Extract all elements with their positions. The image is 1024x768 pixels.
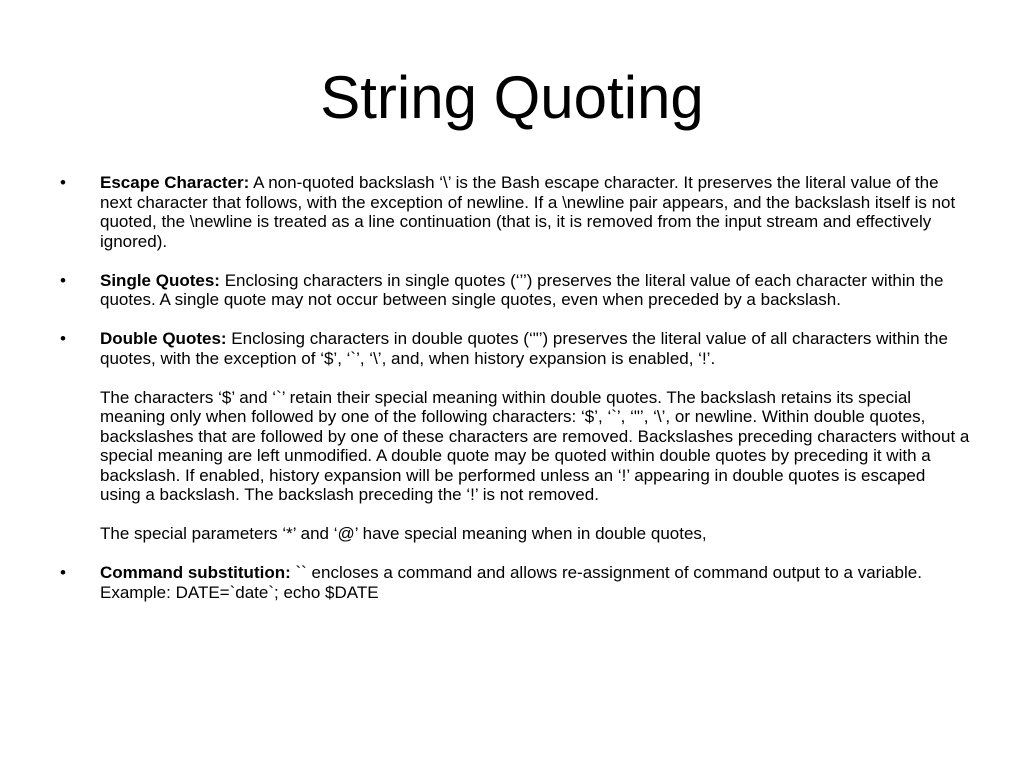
double-quotes-paragraph-special-params: The special parameters ‘*’ and ‘@’ have special meaning when in double quotes, bbox=[100, 524, 707, 543]
bullet-dot: • bbox=[60, 270, 66, 290]
bullet-single-quotes bbox=[60, 271, 970, 310]
bullet-text: A non-quoted backslash ‘\’ is the Bash escape character. It preserves the literal value of the next character that follows, with the exception of newline. If a \newline pair appears, and the backslash itself is not quoted, the \newline is treated as a line continuation (that is, it is removed from the input stream and effectively ignored). bbox=[100, 173, 956, 251]
bullet-label: Command substitution: bbox=[100, 563, 291, 582]
bullet-text: Enclosing characters in double quotes (‘"’) preserves the literal value of all characters within the quotes, with the exception of ‘$’, ‘`’, ‘\’, and, when history expansion is enabled, ‘!’. bbox=[100, 329, 948, 368]
bullet-dot: • bbox=[60, 329, 66, 348]
bullet-dot: • bbox=[60, 563, 66, 582]
bullet-label: Double Quotes: bbox=[100, 329, 227, 348]
bullet-command-substitution bbox=[60, 563, 970, 602]
bullet-label: Single Quotes: bbox=[100, 270, 220, 290]
bullet-escape-character bbox=[60, 173, 970, 251]
bullet-double-quotes bbox=[60, 329, 970, 368]
bullet-text: `` encloses a command and allows re-assignment of command output to a variable. Example: DATE=`date`; echo $DATE bbox=[100, 563, 922, 602]
bullet-dot: • bbox=[60, 173, 66, 192]
bullet-label: Escape Character: bbox=[100, 173, 250, 192]
slide-title: String Quoting bbox=[320, 64, 704, 131]
bullet-list bbox=[60, 173, 970, 602]
double-quotes-paragraph-special-chars: The characters ‘$’ and ‘`’ retain their special meaning within double quotes. The backslash retains its special meaning only when followed by one of the following characters: ‘$’, ‘`’, ‘"’, ‘\’, or newline. Within double quotes, backslashes that are followed by one of these characters are removed. Backslashes preceding characters without a special meaning are left unmodified. A double quote may be quoted within double quotes by preceding it with a backslash. If enabled, history expansion will be performed unless an ‘!’ appearing in double quotes is escaped using a backslash. The backslash preceding the ‘!’ is not removed. bbox=[100, 387, 970, 504]
bullet-text: Enclosing characters in single quotes (‘’’) preserves the literal value of each character within the quotes. A single quote may not occur between single quotes, even when preceded by a backslash. bbox=[100, 270, 944, 309]
